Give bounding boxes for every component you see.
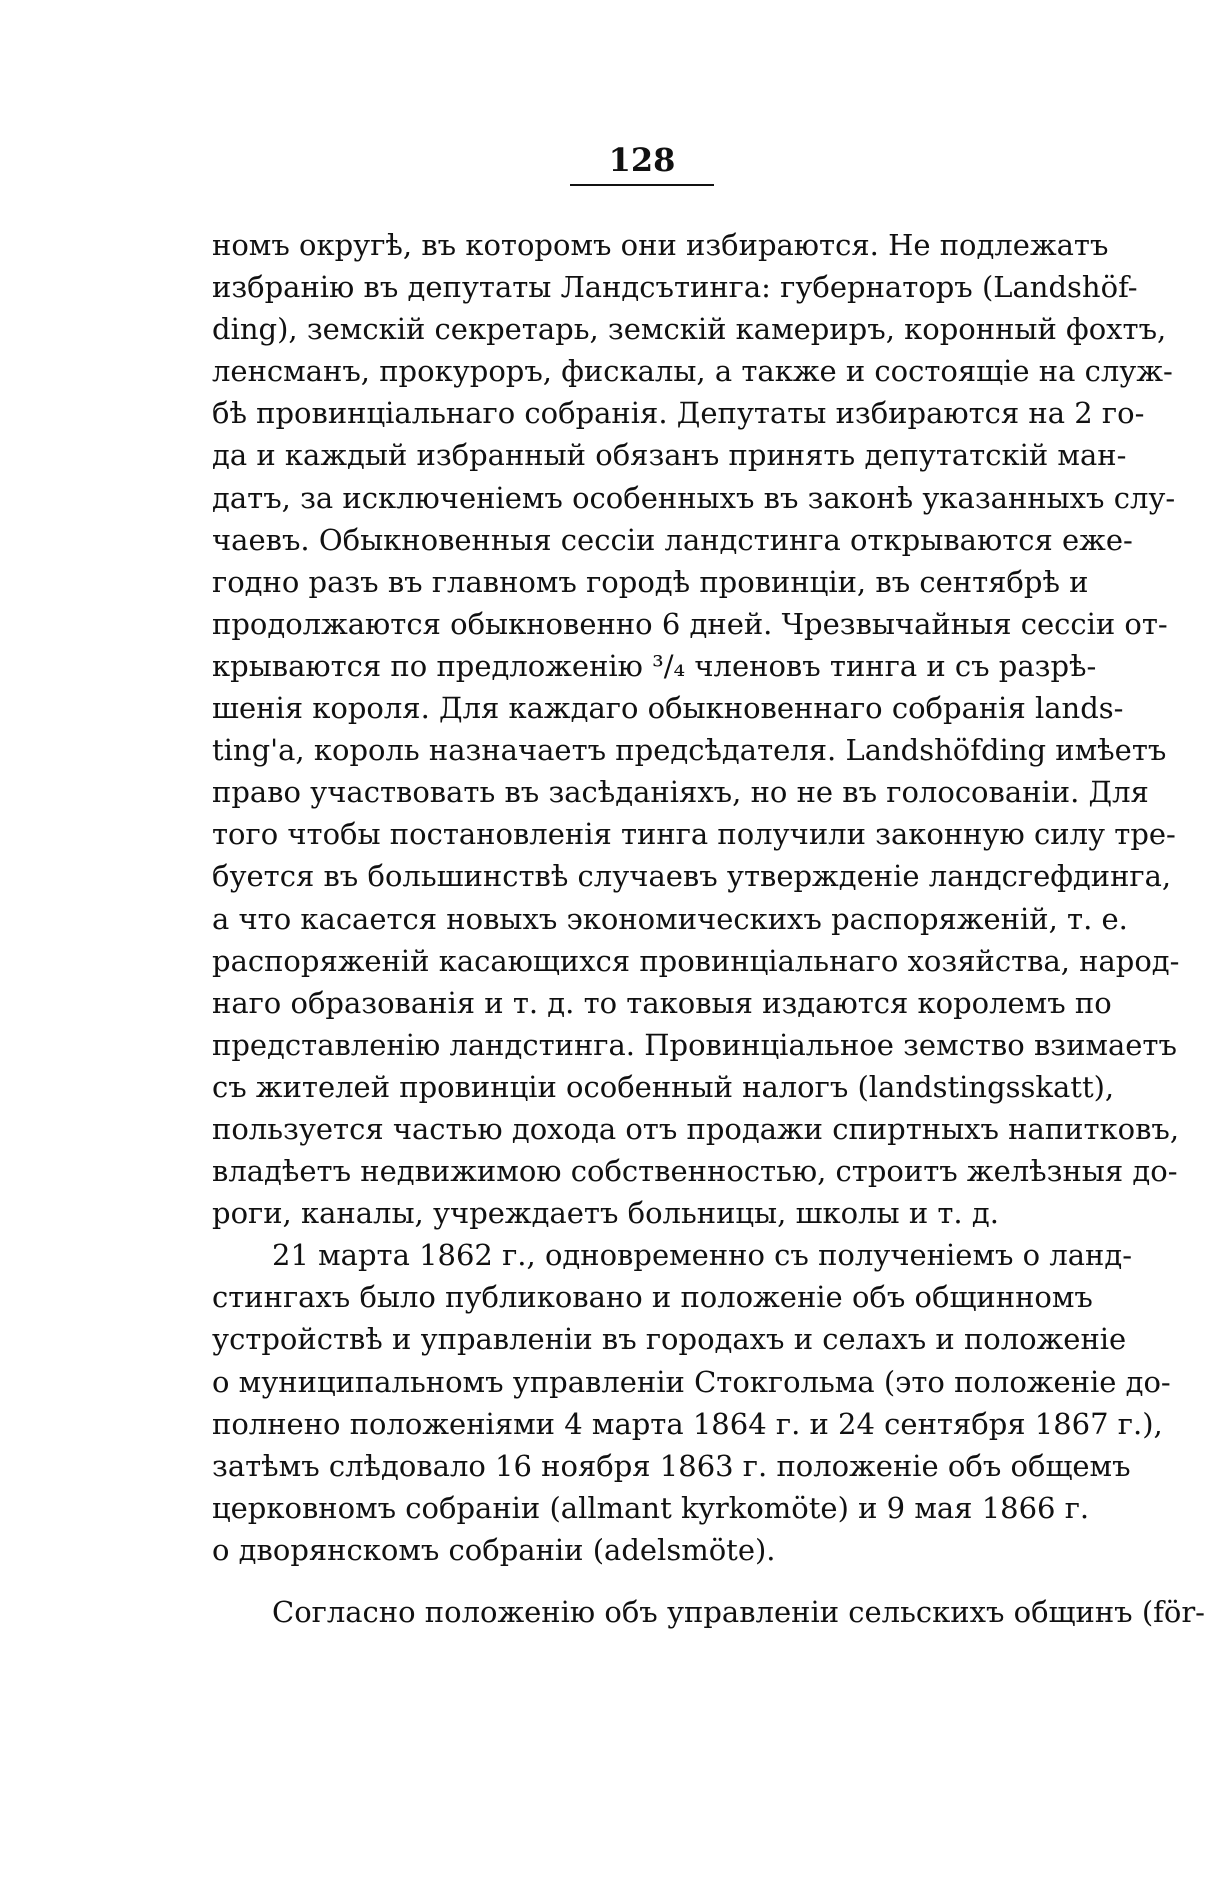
text-line: о муниципальномъ управленіи Стокгольма (это положеніе до- [212,1364,1171,1399]
text-line: представленію ландстинга. Провинціальное земство взимаетъ [212,1027,1177,1062]
text-line: устройствѣ и управленіи въ городахъ и селахъ и положеніе [212,1322,1127,1357]
paragraph-gap [212,1571,1076,1591]
text-line: съ жителей провинціи особенный налогъ (landstingsskatt), [212,1069,1115,1104]
text-line: избранію въ депутаты Ландсътинга: губернаторъ (Landshöf- [212,270,1138,305]
text-line: Согласно положенію объ управленіи сельскихъ общинъ (för- [272,1595,1205,1629]
text-line: право участвовать въ засѣданіяхъ, но не въ голосованіи. Для [212,775,1149,810]
text-line: продолжаются обыкновенно 6 дней. Чрезвычайныя сессіи от- [212,606,1168,641]
text-line: наго образованія и т. д. то таковыя издаются королемъ по [212,985,1112,1020]
body-text [212,224,1205,1633]
text-line: чаевъ. Обыкновенныя сессіи ландстинга открываются еже- [212,522,1133,557]
text-line: владѣетъ недвижимою собственностью, строитъ желѣзныя до- [212,1154,1178,1189]
text-line: полнено положеніями 4 марта 1864 г. и 24 сентября 1867 г.), [212,1406,1163,1441]
text-line: ting'а, король назначаетъ предсѣдателя. Landshöfding имѣетъ [212,733,1167,768]
text-line: шенія короля. Для каждаго обыкновеннаго собранія lands- [212,691,1124,726]
text-line: бѣ провинціальнаго собранія. Депутаты избираются на 2 го- [212,396,1145,431]
text-line: ding), земскій секретарь, земскій камериръ, коронный фохтъ, [212,312,1167,347]
text-line: стингахъ было публиковано и положеніе объ общинномъ [212,1280,1093,1315]
text-line: буется въ большинствѣ случаевъ утвержденіе ландсгефдинга, [212,859,1172,894]
header-rule [570,184,714,186]
text-line: роги, каналы, учреждаетъ больницы, школы и т. д. [212,1196,999,1231]
text-line: пользуется частью дохода отъ продажи спиртныхъ напитковъ, [212,1111,1180,1146]
text-line: да и каждый избранный обязанъ принять депутатскій ман- [212,438,1127,473]
text-line: ленсманъ, прокуроръ, фискалы, а также и состоящіе на служ- [212,354,1173,389]
text-line: номъ округѣ, въ которомъ они избираются. Не подлежатъ [212,228,1109,262]
text-line: того чтобы постановленія тинга получили законную силу тре- [212,817,1176,852]
text-line: затѣмъ слѣдовало 16 ноября 1863 г. положеніе объ общемъ [212,1448,1131,1483]
text-line: церковномъ собраніи (allmant kyrkomöte) и 9 мая 1866 г. [212,1490,1090,1525]
text-line: распоряженій касающихся провинціальнаго хозяйства, народ- [212,943,1180,978]
text-line: о дворянскомъ собраніи (adelsmöte). [212,1532,776,1567]
page-number: 128 [608,141,676,179]
text-line: годно разъ въ главномъ городѣ провинціи, въ сентябрѣ и [212,564,1089,599]
text-line: а что касается новыхъ экономическихъ распоряженій, т. е. [212,901,1128,936]
text-line: крываются по предложенію ³/₄ членовъ тинга и съ разрѣ- [212,648,1097,683]
text-line: датъ, за исключеніемъ особенныхъ въ законѣ указанныхъ слу- [212,480,1176,515]
text-line: 21 марта 1862 г., одновременно съ полученіемъ о ланд- [272,1238,1133,1273]
